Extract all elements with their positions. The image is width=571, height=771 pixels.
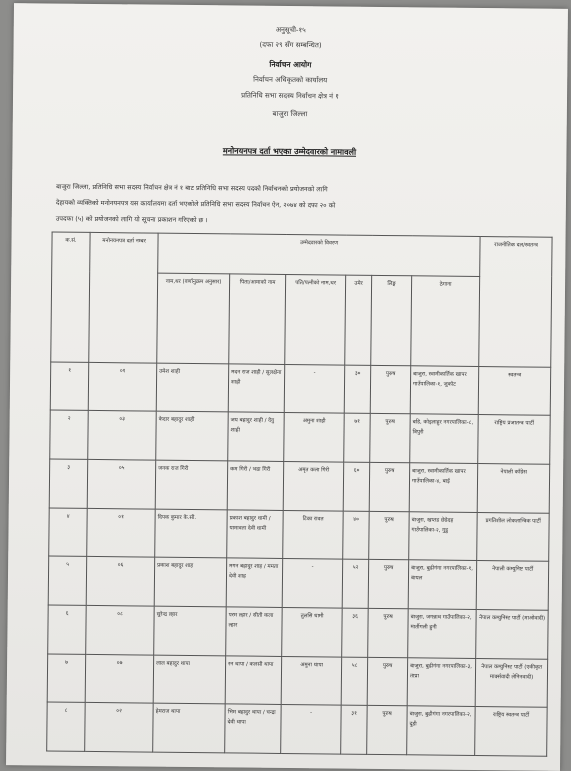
cell-gender: पुरुष: [369, 511, 410, 560]
cell-reg: ०१: [88, 362, 157, 411]
cell-address: बाजुरा, बुढीगंगा नगरपालिका-२, दुडी: [407, 706, 476, 755]
cell-spouse: अमुना शाही: [284, 413, 345, 462]
document-page: [6, 3, 568, 771]
cell-age: ७१: [344, 414, 371, 463]
cell-age: ६०: [343, 462, 370, 511]
header-spouse: पति/पत्नीको नाम,थर: [285, 274, 346, 365]
cell-reg: ०७: [85, 654, 154, 703]
cell-spouse: -: [282, 559, 343, 608]
cell-name: जनक राज गिरी: [155, 460, 228, 509]
table-row: [50, 362, 551, 416]
table-row: [49, 508, 550, 562]
cell-reg: ०८: [86, 605, 155, 654]
page-title: मनोनयनपत्र दर्ता भएका उम्मेदवारको नामावली: [222, 146, 357, 157]
table-row: [48, 605, 549, 659]
intro-line-2: देहायको व्यक्तिको मनोनयनपत्र यस कार्यालयमा दर्ता भएकोले प्रतिनिधि सभा सदस्य निर्वाचन ऐन, २०७४ को दफा २० को: [55, 198, 336, 210]
cell-address: बाजुरा, स्वामीकार्तिक खापर गाउँपालिका-४, बाई: [409, 463, 478, 512]
cell-gender: पुरुष: [368, 608, 409, 657]
cell-spouse: -: [281, 705, 342, 754]
header-address: ठेगाना: [411, 275, 480, 366]
cell-sn: ५: [48, 556, 87, 605]
cell-father: परम ल्हार / सीती कला ल्हार: [226, 607, 283, 656]
header-candidate-details: उम्मेदवारको विवरण: [158, 233, 480, 276]
candidate-table: [46, 232, 552, 757]
cell-gender: पुरुष: [367, 706, 408, 755]
cell-address: बाजुरा, बुढीगंगा नगरपालिका-१, बायल: [408, 560, 477, 609]
cell-party: नेपाल कम्युनिस्ट पार्टी (माओवादी): [476, 610, 549, 659]
cell-name: हेमराज थापा: [153, 703, 226, 752]
table-row: [50, 410, 551, 464]
cell-party: नेपाल कम्युनिस्ट पार्टी (एकीकृत मार्क्सवादी लेनिनवादी): [475, 658, 548, 707]
cell-party: प्रगतिशील लोकतान्त्रिक पार्टी: [477, 512, 550, 561]
cell-father: प्रकाश बहादुर धामी / यामावता देवी धामी: [227, 510, 284, 559]
cell-name: केदार बहादुर शाही: [156, 412, 229, 461]
cell-age: ४०: [343, 511, 370, 560]
cell-gender: पुरुष: [368, 560, 409, 609]
cell-age: ३६: [342, 608, 369, 657]
cell-address: बाजुरा, स्वामीकार्तिक खापर गाउँपालिका-१, जुकोट: [410, 366, 479, 415]
header-age: उमेर: [345, 275, 372, 365]
cell-gender: पुरुष: [370, 365, 411, 414]
cell-spouse: तुलसि धामी: [282, 607, 343, 656]
header-party: राजनीतिक दल/स्वतन्त्र: [479, 237, 552, 367]
cell-name: सुरेन्द्र ल्हार: [154, 606, 227, 655]
commission-name: निर्वाचन आयोग: [269, 59, 312, 70]
cell-name: लाल बहादुर थापा: [153, 655, 226, 704]
cell-spouse: -: [284, 364, 345, 413]
cell-name: प्रकाश बहादुर शाह: [154, 557, 227, 606]
cell-reg: ०१: [87, 508, 156, 557]
cell-address: बाजुरा, खप्तड छेडेदह गाउँपालिका-२, गुडु: [409, 512, 478, 561]
cell-father: मदन राज शाही / सुलक्षेना शाही: [228, 364, 285, 413]
annex-label: अनुसूची-१५: [275, 25, 306, 35]
header-name: नाम,थर (वर्णानुक्रम अनुसार): [157, 273, 230, 364]
table-row: [49, 459, 550, 513]
table-row: [47, 654, 548, 708]
table-row: [47, 702, 548, 756]
cell-sn: १: [50, 362, 89, 411]
cell-sn: ३: [49, 459, 88, 508]
header-sn: क.सं.: [51, 232, 90, 362]
cell-gender: पुरुष: [370, 414, 411, 463]
cell-sn: ७: [47, 654, 86, 703]
cell-party: राष्ट्रिय प्रजातन्त्र पार्टी: [478, 415, 551, 464]
cell-sn: ४: [49, 508, 88, 557]
cell-reg: ०५: [87, 459, 156, 508]
cell-sn: २: [50, 410, 89, 459]
rule-reference: (दफा २९ सँग सम्बन्धित): [259, 40, 322, 50]
cell-spouse: टिका रावत: [283, 510, 344, 559]
cell-father: रन थापा / कलसी थापा: [225, 656, 282, 705]
cell-sn: ८: [47, 702, 86, 751]
header-father-mother: पिता/आमाको नाम: [229, 274, 286, 365]
intro-line-1: बाजुरा जिल्ला, प्रतिनिधि सभा सदस्य निर्वाचन क्षेत्र नं १ बाट प्रतिनिधि सभा सदस्य पदको निर्वाचनको प्रयोजनको लागि: [56, 182, 328, 194]
cell-sn: ६: [48, 605, 87, 654]
office-name: निर्वाचन अधिकृतको कार्यालय: [253, 75, 328, 85]
table-row: [48, 556, 549, 610]
cell-party: नेपाली काँग्रेस: [477, 464, 550, 513]
cell-party: राष्ट्रिय स्वतन्त्र पार्टी: [475, 707, 548, 756]
cell-party: स्वतन्त्र: [478, 366, 551, 415]
cell-age: ३१: [341, 705, 368, 754]
cell-name: दिपक कुमार के.सी.: [155, 509, 228, 558]
cell-father: मगन बहादुर शाह / ममता देवी शाह: [226, 558, 283, 607]
constituency-name: प्रतिनिधि सभा सदस्य निर्वाचन क्षेत्र नं १: [241, 91, 339, 101]
district-name: बाजुरा जिल्ला: [272, 109, 308, 119]
cell-party: नेपाली कम्युनिष्ट पार्टी: [476, 561, 549, 610]
cell-reg: ०६: [86, 557, 155, 606]
cell-age: ३०: [344, 365, 371, 414]
cell-age: ५२: [342, 559, 369, 608]
cell-address: बडि, कोइलाहुर नगरपालिका-८, त्रिपुरी: [410, 414, 479, 463]
cell-spouse: अमुना थापा: [281, 656, 342, 705]
cell-father: जय बहादुर शाही / देवु शाही: [228, 412, 285, 461]
cell-gender: पुरुष: [369, 462, 410, 511]
cell-age: ५८: [341, 657, 368, 706]
cell-address: बाजुरा, बुढीगंगा नगरपालिका-३, ताप्रा: [407, 657, 476, 706]
cell-name: उमेश शाही: [156, 363, 229, 412]
cell-address: बाजुरा, जगन्नाथ गाउँपालिका-२, मार्तीगली हुनी: [408, 609, 477, 658]
header-registration-no: मनोनयनपत्र दर्ता नम्बर: [89, 232, 158, 362]
cell-father: भिम बहादुर थापा / चन्द्रा देवी थापा: [225, 704, 282, 753]
header-gender: लिङ्ग: [371, 275, 412, 366]
cell-reg: ०३: [88, 411, 157, 460]
cell-reg: ०२: [85, 703, 154, 752]
cell-spouse: अमृत कला गिरी: [283, 462, 344, 511]
cell-gender: पुरुष: [367, 657, 408, 706]
cell-father: कम गिरी / भद्रा गिरी: [227, 461, 284, 510]
intro-line-3: उपदफा (५) को प्रयोजनको लागि यो सूचना प्रकाशन गरिएको छ ।: [55, 214, 208, 225]
